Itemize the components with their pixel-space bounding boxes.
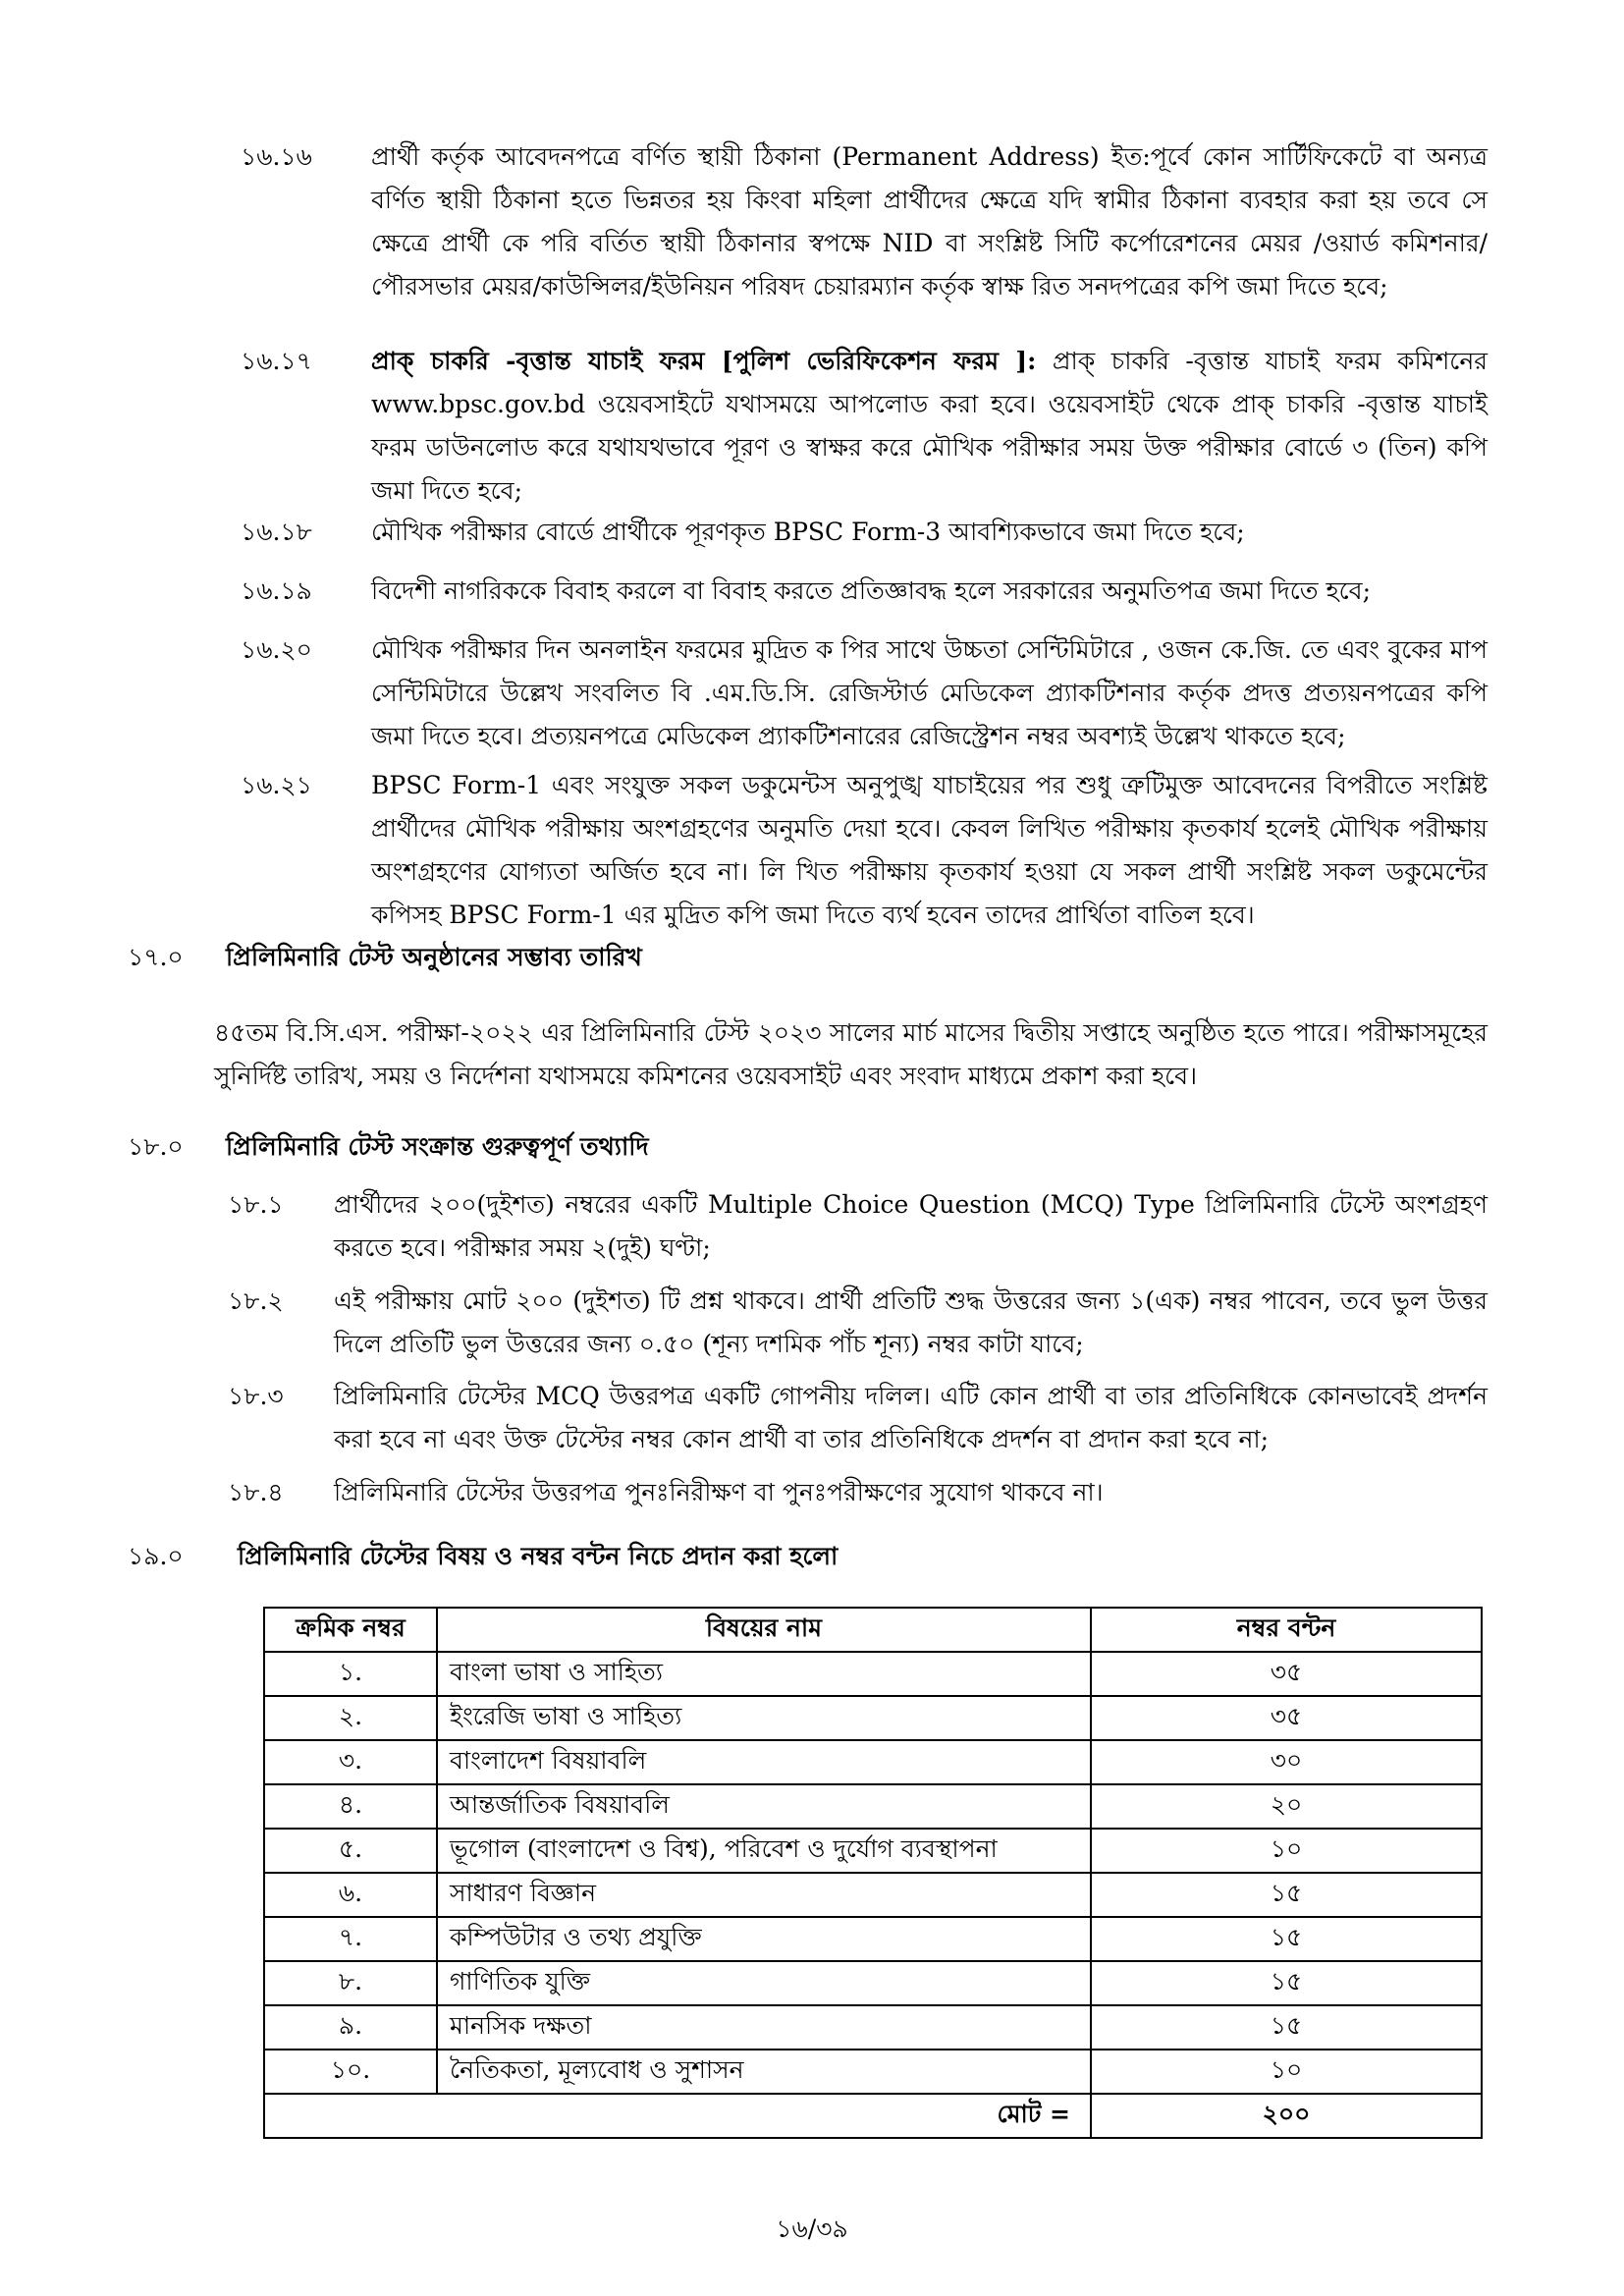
item-text: প্রিলিমিনারি টেস্টের MCQ উত্তরপত্র একটি গোপনীয় দলিল। এটি কোন প্রার্থী বা তার প্রতিনিধিকে কোনভাবেই প্রদর্শন করা হবে না এবং উক্ত টেস্টের নম্বর কোন প্রার্থী বা তার প্রতিনিধিকে প্রদর্শন বা প্রদান করা হবে না; xyxy=(334,1382,1488,1453)
cell-subject: বাংলাদেশ বিষয়াবলি xyxy=(437,1740,1091,1784)
cell-serial: ৯. xyxy=(264,2005,437,2050)
item-number: ১৬.১৮ xyxy=(241,518,312,546)
section-number: ১৭.০ xyxy=(128,943,184,971)
cell-marks: ১০ xyxy=(1091,2050,1482,2094)
table-row xyxy=(264,1696,1482,1740)
item-16-19 xyxy=(241,570,1488,613)
table-total-row xyxy=(264,2094,1482,2138)
cell-serial: ৩. xyxy=(264,1740,437,1784)
item-text: প্রিলিমিনারি টেস্টের উত্তরপত্র পুনঃনিরীক্ষণ বা পুনঃপরীক্ষণের সুযোগ থাকবে না। xyxy=(334,1478,1104,1506)
section-number: ১৯.০ xyxy=(128,1542,184,1570)
section-18-heading xyxy=(128,1127,649,1167)
cell-serial: ৮. xyxy=(264,1961,437,2005)
item-text: প্রার্থী কর্তৃক আবেদনপত্রে বর্ণিত স্থায়ী ঠিকানা (Permanent Address) ইত:পূর্বে কোন সার্টিফিকেটে বা অন্যত্র বর্ণিত স্থায়ী ঠিকানা হতে ভিন্নতর হয় কিংবা মহিলা প্রার্থীদের ক্ষেত্রে যদি স্বামীর ঠিকানা ব্যবহার করা হয় তবে সে ক্ষেত্রে প্রার্থী কে পরি বর্তিত স্থায়ী ঠিকানার স্বপক্ষে NID বা সংশ্লিষ্ট সিটি কর্পোরেশনের মেয়র /ওয়ার্ড কমিশনার/পৌরসভার মেয়র/কাউন্সিলর/ইউনিয়ন পরিষদ চেয়ারম্যান কর্তৃক স্বাক্ষ রিত সনদপত্রের কপি জমা দিতে হবে; xyxy=(371,142,1488,301)
page-number: ১৬/৩৯ xyxy=(776,2214,848,2243)
table-row xyxy=(264,1961,1482,2005)
header-serial: ক্রমিক নম্বর xyxy=(264,1608,437,1652)
item-text: বিদেশী নাগরিককে বিবাহ করলে বা বিবাহ করতে প্রতিজ্ঞাবদ্ধ হলে সরকারের অনুমতিপত্র জমা দিতে হবে; xyxy=(371,576,1372,605)
item-text: প্রার্থীদের ২০০(দুইশত) নম্বরের একটি Multiple Choice Question (MCQ) Type প্রিলিমিনারি টেস্টে অংশগ্রহণ করতে হবে। পরীক্ষার সময় ২(দুই) ঘণ্টা; xyxy=(334,1190,1488,1262)
section-title: প্রিলিমিনারি টেস্টের বিষয় ও নম্বর বন্টন নিচে প্রদান করা হলো xyxy=(238,1542,839,1570)
section-title: প্রিলিমিনারি টেস্ট সংক্রান্ত গুরুত্বপূর্ণ তথ্যাদি xyxy=(226,1132,649,1161)
item-18-4 xyxy=(228,1471,1488,1514)
cell-subject: কম্পিউটার ও তথ্য প্রযুক্তি xyxy=(437,1917,1091,1961)
table-row xyxy=(264,1873,1482,1917)
header-subject: বিষয়ের নাম xyxy=(437,1608,1091,1652)
item-text: BPSC Form-1 এবং সংযুক্ত সকল ডকুমেন্টস অনুপুঙ্খ যাচাইয়ের পর শুধু ত্রুটিমুক্ত আবেদনের বিপরীতে সংশ্লিষ্ট প্রার্থীদের মৌখিক পরীক্ষায় অংশগ্রহণের অনুমতি দেয়া হবে। কেবল লিখিত পরীক্ষায় কৃতকার্য হলেই মৌখিক পরীক্ষায় অংশগ্রহণের যোগ্যতা অর্জিত হবে না। লি খিত পরীক্ষায় কৃতকার্য হওয়া যে সকল প্রার্থী সংশ্লিষ্ট সকল ডকুমেন্টের কপিসহ BPSC Form-1 এর মুদ্রিত কপি জমা দিতে ব্যর্থ হবেন তাদের প্রার্থিতা বাতিল হবে। xyxy=(371,771,1488,929)
cell-subject: আন্তর্জাতিক বিষয়াবলি xyxy=(437,1784,1091,1829)
table-row xyxy=(264,2005,1482,2050)
total-value: ২০০ xyxy=(1091,2094,1482,2138)
item-text xyxy=(371,340,1488,513)
item-16-17 xyxy=(241,340,1488,513)
section-title: প্রিলিমিনারি টেস্ট অনুষ্ঠানের সম্ভাব্য তারিখ xyxy=(226,943,642,971)
cell-serial: ৫. xyxy=(264,1829,437,1873)
item-text: এই পরীক্ষায় মোট ২০০ (দুইশত) টি প্রশ্ন থাকবে। প্রার্থী প্রতিটি শুদ্ধ উত্তরের জন্য ১(এক) নম্বর পাবেন, তবে ভুল উত্তর দিলে প্রতিটি ভুল উত্তরের জন্য ০.৫০ (শূন্য দশমিক পাঁচ শূন্য) নম্বর কাটা যাবে; xyxy=(334,1286,1488,1358)
item-18-2 xyxy=(228,1280,1488,1366)
item-text: মৌখিক পরীক্ষার বোর্ডে প্রার্থীকে পূরণকৃত BPSC Form-3 আবশ্যিকভাবে জমা দিতে হবে; xyxy=(371,518,1245,546)
cell-serial: ২. xyxy=(264,1696,437,1740)
item-number: ১৮.২ xyxy=(228,1286,284,1315)
table-row xyxy=(264,1784,1482,1829)
marks-distribution-table xyxy=(263,1607,1483,2139)
cell-subject: সাধারণ বিজ্ঞান xyxy=(437,1873,1091,1917)
cell-serial: ১০. xyxy=(264,2050,437,2094)
item-18-1 xyxy=(228,1183,1488,1270)
cell-subject: নৈতিকতা, মূল্যবোধ ও সুশাসন xyxy=(437,2050,1091,2094)
cell-subject: ভূগোল (বাংলাদেশ ও বিশ্ব), পরিবেশ ও দুর্যোগ ব্যবস্থাপনা xyxy=(437,1829,1091,1873)
item-body: প্রাক্ চাকরি -বৃত্তান্ত যাচাই ফরম কমিশনের www.bpsc.gov.bd ওয়েবসাইটে যথাসময়ে আপলোড করা হবে। ওয়েবসাইট থেকে প্রাক্ চাকরি -বৃত্তান্ত যাচাই ফরম ডাউনলোড করে যথাযথভাবে পূরণ ও স্বাক্ষর করে মৌখিক পরীক্ষার সময় উক্ত পরীক্ষার বোর্ডে ৩ (তিন) কপি জমা দিতে হবে; xyxy=(371,347,1489,505)
cell-serial: ৭. xyxy=(264,1917,437,1961)
item-16-16 xyxy=(241,136,1488,308)
item-number: ১৬.২০ xyxy=(241,635,312,664)
table-header-row xyxy=(264,1608,1482,1652)
item-18-3 xyxy=(228,1375,1488,1461)
section-number: ১৮.০ xyxy=(128,1132,184,1161)
cell-serial: ১. xyxy=(264,1652,437,1696)
cell-marks: ১৫ xyxy=(1091,1961,1482,2005)
item-number: ১৮.৩ xyxy=(228,1382,284,1410)
table-row xyxy=(264,1917,1482,1961)
cell-serial: ৬. xyxy=(264,1873,437,1917)
table-row xyxy=(264,1740,1482,1784)
total-label: মোট = xyxy=(264,2094,1091,2138)
cell-marks: ৩৫ xyxy=(1091,1696,1482,1740)
item-bold-heading: প্রাক্ চাকরি -বৃত্তান্ত যাচাই ফরম [পুলিশ ভেরিফিকেশন ফরম ]: xyxy=(371,347,1037,375)
item-number: ১৬.১৯ xyxy=(241,576,312,605)
item-number: ১৬.২১ xyxy=(241,771,312,799)
cell-subject: গাণিতিক যুক্তি xyxy=(437,1961,1091,2005)
item-16-20 xyxy=(241,629,1488,758)
section-17-text: ৪৫তম বি.সি.এস. পরীক্ষা-২০২২ এর প্রিলিমিনারি টেস্ট ২০২৩ সালের মার্চ মাসের দ্বিতীয় সপ্তাহে অনুষ্ঠিত হতে পারে। পরীক্ষাসমূহের সুনির্দিষ্ট তারিখ, সময় ও নির্দেশনা যথাসময়ে কমিশনের ওয়েবসাইট এবং সংবাদ মাধ্যমে প্রকাশ করা হবে। xyxy=(214,1018,1488,1090)
cell-marks: ৩৫ xyxy=(1091,1652,1482,1696)
section-17-heading xyxy=(128,938,642,977)
item-number: ১৮.৪ xyxy=(228,1478,284,1506)
header-marks: নম্বর বন্টন xyxy=(1091,1608,1482,1652)
cell-marks: ১৫ xyxy=(1091,2005,1482,2050)
item-number: ১৬.১৬ xyxy=(241,142,312,171)
cell-marks: ১০ xyxy=(1091,1829,1482,1873)
table-row xyxy=(264,1652,1482,1696)
item-16-18 xyxy=(241,511,1488,554)
cell-subject: বাংলা ভাষা ও সাহিত্য xyxy=(437,1652,1091,1696)
item-number: ১৬.১৭ xyxy=(241,347,312,375)
item-number: ১৮.১ xyxy=(228,1190,284,1219)
cell-marks: ২০ xyxy=(1091,1784,1482,1829)
item-16-21 xyxy=(241,764,1488,937)
cell-serial: ৪. xyxy=(264,1784,437,1829)
table-row xyxy=(264,1829,1482,1873)
cell-subject: ইংরেজি ভাষা ও সাহিত্য xyxy=(437,1696,1091,1740)
cell-marks: ৩০ xyxy=(1091,1740,1482,1784)
cell-marks: ১৫ xyxy=(1091,1873,1482,1917)
cell-subject: মানসিক দক্ষতা xyxy=(437,2005,1091,2050)
cell-marks: ১৫ xyxy=(1091,1917,1482,1961)
section-19-heading xyxy=(128,1537,838,1576)
table-row xyxy=(264,2050,1482,2094)
item-text: মৌখিক পরীক্ষার দিন অনলাইন ফরমের মুদ্রিত ক পির সাথে উচ্চতা সেন্টিমিটারে , ওজন কে.জি. তে এবং বুকের মাপ সেন্টিমিটারে উল্লেখ সংবলিত বি .এম.ডি.সি. রেজিস্টার্ড মেডিকেল প্র্যাকটিশনার কর্তৃক প্রদত্ত প্রত্যয়নপত্রের কপি জমা দিতে হবে। প্রত্যয়নপত্রে মেডিকেল প্র্যাকটিশনারের রেজিস্ট্রেশন নম্বর অবশ্যই উল্লেখ থাকতে হবে; xyxy=(371,635,1488,750)
